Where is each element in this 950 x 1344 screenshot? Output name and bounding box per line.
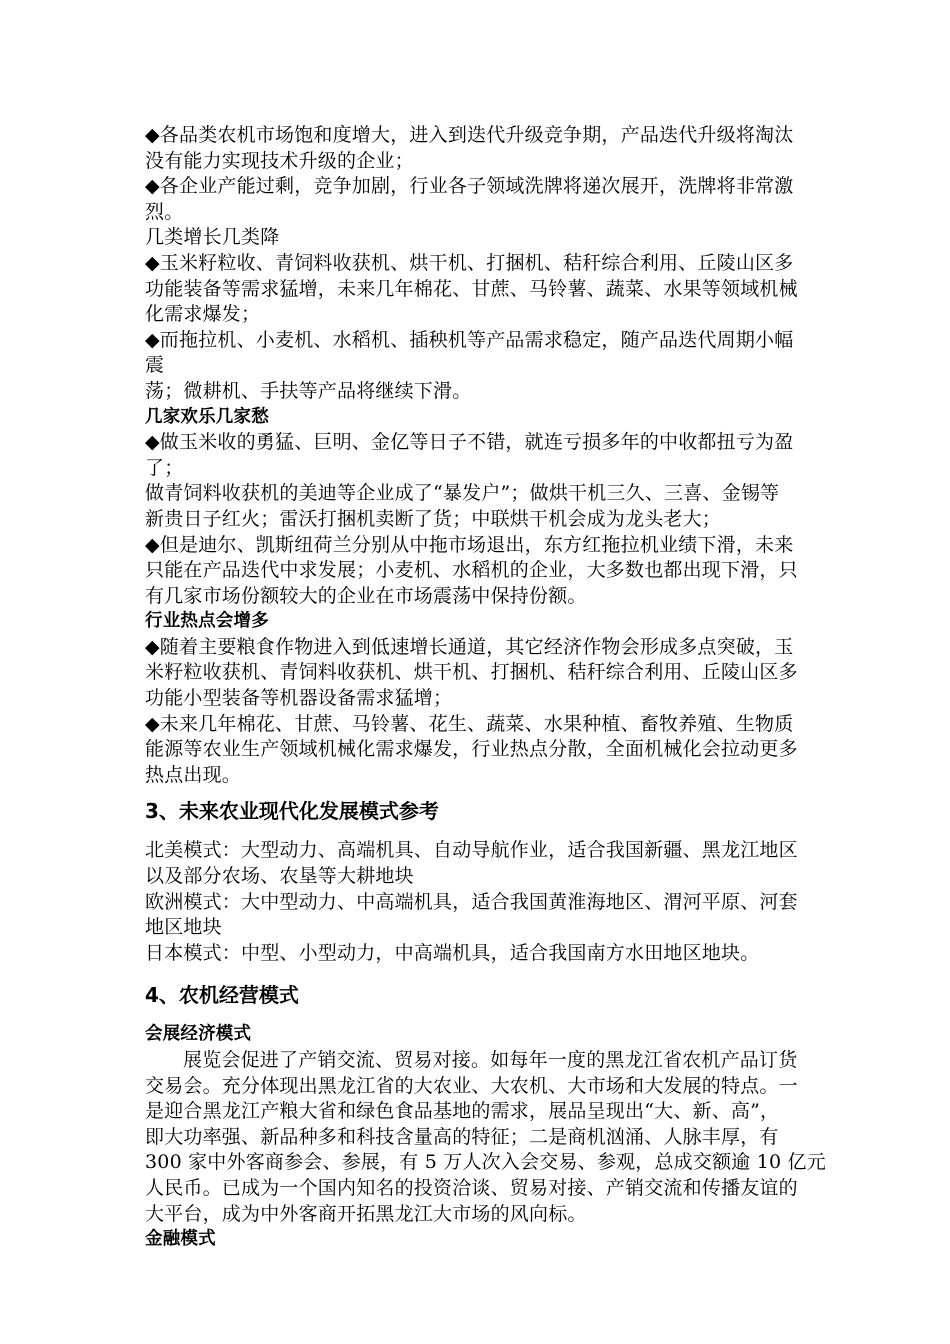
paragraph-line: ◆而拖拉机、小麦机、水稻机、插秧机等产品需求稳定，随产品迭代周期小幅: [145, 328, 794, 351]
document-page: [145, 123, 826, 1253]
subheading-growth-decline: 几类增长几类降: [145, 226, 280, 249]
paragraph-line: 能源等农业生产领域机械化需求爆发，行业热点分散，全面机械化会拉动更多: [145, 738, 798, 761]
subheading-winners-losers: 几家欢乐几家愁: [145, 406, 269, 427]
paragraph-line: 是迎合黑龙江产粮大省和绿色食品基地的需求，展品呈现出“大、新、高”，: [145, 1100, 780, 1123]
paragraph-line: ◆未来几年棉花、甘蔗、马铃薯、花生、蔬菜、水果种植、畜牧养殖、生物质: [145, 712, 794, 735]
paragraph-line: 了；: [145, 456, 184, 479]
section-heading-3: 3、未来农业现代化发展模式参考: [145, 799, 439, 824]
paragraph-line: ◆做玉米收的勇猛、巨明、金亿等日子不错，就连亏损多年的中收都扭亏为盈: [145, 431, 794, 454]
subheading-hotspots: 行业热点会增多: [145, 611, 269, 632]
paragraph-line: ◆玉米籽粒收、青饲料收获机、烘干机、打捆机、秸秆综合利用、丘陵山区多: [145, 251, 794, 274]
paragraph-line: 北美模式：大型动力、高端机具、自动导航作业，适合我国新疆、黑龙江地区: [145, 839, 798, 862]
section-heading-4: 4、农机经营模式: [145, 983, 299, 1008]
paragraph-line: 以及部分农场、农垦等大耕地块: [145, 865, 414, 888]
paragraph-line: 米籽粒收获机、青饲料收获机、烘干机、打捆机、秸秆综合利用、丘陵山区多: [145, 661, 798, 684]
paragraph-line: 300 家中外客商参会、参展，有 5 万人次入会交易、参观，总成交额逾 10 亿元: [145, 1151, 826, 1174]
paragraph-line: 没有能力实现技术升级的企业；: [145, 149, 414, 172]
paragraph-line: 欧洲模式：大中型动力、中高端机具，适合我国黄淮海地区、渭河平原、河套: [145, 890, 798, 913]
paragraph-line: 功能小型装备等机器设备需求猛增；: [145, 687, 453, 710]
paragraph-line: 烈。: [145, 200, 184, 223]
paragraph-line: 即大功率强、新品种多和科技含量高的特征；二是商机汹涌、人脉丰厚，有: [145, 1125, 779, 1148]
paragraph-line: 功能装备等需求猛增，未来几年棉花、甘蔗、马铃薯、蔬菜、水果等领域机械: [145, 277, 798, 300]
paragraph-line: 热点出现。: [145, 763, 242, 786]
paragraph-line: 展览会促进了产销交流、贸易对接。如每年一度的黑龙江省农机产品订货: [183, 1049, 798, 1071]
paragraph-line: 新贵日子红火；雷沃打捆机卖断了货；中联烘干机会成为龙头老大；: [145, 507, 722, 530]
paragraph-line: 只能在产品迭代中求发展；小麦机、水稻机的企业，大多数也都出现下滑，只: [145, 559, 798, 582]
paragraph-line: 地区地块: [145, 916, 222, 939]
paragraph-line: 做青饲料收获机的美迪等企业成了“暴发户”；做烘干机三久、三喜、金锡等: [145, 482, 780, 505]
paragraph-line: 交易会。充分体现出黑龙江省的大农业、大农机、大市场和大发展的特点。一: [145, 1074, 798, 1097]
paragraph-line: 日本模式：中型、小型动力，中高端机具，适合我国南方水田地区地块。: [145, 941, 760, 964]
paragraph-line: ◆各品类农机市场饱和度增大，进入到迭代升级竞争期，产品迭代升级将淘汰: [145, 124, 794, 146]
paragraph-line: 有几家市场份额较大的企业在市场震荡中保持份额。: [145, 584, 587, 607]
paragraph-line: ◆但是迪尔、凯斯纽荷兰分别从中拖市场退出，东方红拖拉机业绩下滑，未来: [145, 533, 794, 556]
paragraph-line: 人民币。已成为一个国内知名的投资洽谈、贸易对接、产销交流和传播友谊的: [145, 1176, 798, 1199]
paragraph-line: 大平台，成为中外客商开拓黑龙江大市场的风向标。: [145, 1202, 587, 1225]
subheading-exhibition-economy: 会展经济模式: [145, 1024, 252, 1045]
paragraph-line: ◆各企业产能过剩，竞争加剧，行业各子领域洗牌将递次展开，洗牌将非常激: [145, 175, 794, 198]
paragraph-line: 化需求爆发；: [145, 303, 261, 326]
paragraph-line: 震: [145, 354, 165, 377]
paragraph-line: 荡；微耕机、手扶等产品将继续下滑。: [145, 379, 472, 402]
paragraph-line: ◆随着主要粮食作物进入到低速增长通道，其它经济作物会形成多点突破，玉: [145, 635, 794, 658]
subheading-finance: 金融模式: [145, 1229, 216, 1250]
